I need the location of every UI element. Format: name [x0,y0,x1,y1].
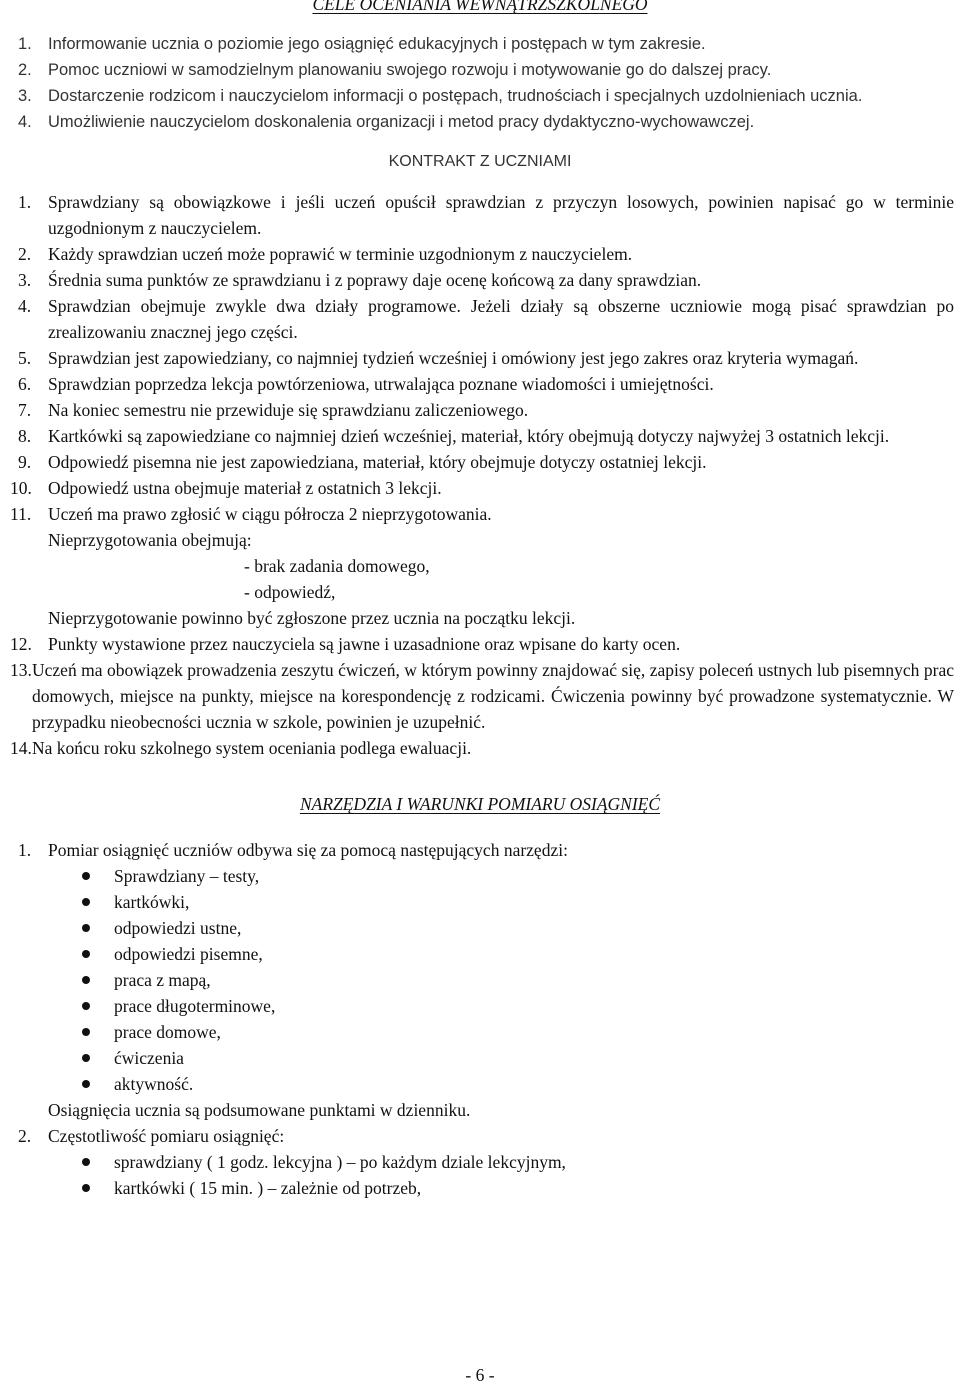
item-text: Dostarczenie rodzicom i nauczycielom informacji o postępach, trudnościach i specjalnych uzdolnieniach ucznia. [48,87,863,105]
item-number: 4. [18,113,32,131]
list-item [0,293,960,345]
bullet-item [0,941,960,967]
list-item [0,423,960,449]
tools-list [0,863,960,1097]
item-number: 2. [18,61,32,79]
item-text: Pomiar osiągnięć uczniów odbywa się za pomocą następujących narzędzi: [48,840,568,860]
item-number: 14. [10,738,32,758]
item-text: Punkty wystawione przez nauczyciela są jawne i uzasadnione oraz wpisane do karty ocen. [48,634,681,654]
bullet-icon [82,950,90,958]
item-text: Każdy sprawdzian uczeń może poprawić w terminie uzgodnionym z nauczycielem. [48,244,633,264]
list-item [0,631,960,657]
bullet-item [0,1071,960,1097]
list-item [0,1123,960,1149]
bullet-icon [82,1028,90,1036]
item-text: Sprawdzian obejmuje zwykle dwa działy programowe. Jeżeli działy są obszerne uczniowie mogą pisać sprawdzian po zrealizowaniu znacznej jego części. [48,296,954,342]
bullet-icon [82,898,90,906]
unprepared-note: Nieprzygotowanie powinno być zgłoszone przez ucznia na początku lekcji. [48,608,576,628]
item-number: 8. [18,426,32,446]
item-number: 12. [10,634,32,654]
unprepared-intro: Nieprzygotowania obejmują: [48,530,252,550]
list-item [0,397,960,423]
item-text: Uczeń ma prawo zgłosić w ciągu półrocza 2 nieprzygotowania. [48,504,492,524]
bullet-item [0,967,960,993]
unprepared-item: - brak zadania domowego, [244,556,430,576]
item-text: Sprawdziany są obowiązkowe i jeśli uczeń opuścił sprawdzian z przyczyn losowych, powinien napisać go w terminie uzgodnionym z nauczycielem. [48,192,954,238]
item-text: Na końcu roku szkolnego system oceniania podlega ewaluacji. [32,738,472,758]
item-text: Informowanie ucznia o poziomie jego osiągnięć edukacyjnych i postępach w tym zakresie. [48,35,706,53]
bullet-icon [82,976,90,984]
bullet-text: praca z mapą, [114,970,211,990]
section-title-tools: NARZĘDZIA I WARUNKI POMIARU OSIĄGNIĘĆ [299,794,661,814]
item-number: 11. [10,504,32,524]
item-number: 2. [18,1126,32,1146]
bullet-text: sprawdziany ( 1 godz. lekcyjna ) – po każdym dziale lekcyjnym, [114,1152,566,1172]
bullet-item [0,1045,960,1071]
item-number: 3. [18,87,32,105]
goals-list [0,31,960,135]
item-text: Sprawdzian poprzedza lekcja powtórzeniowa, utrwalająca poznane wiadomości i umiejętności. [48,374,714,394]
bullet-text: prace domowe, [114,1022,221,1042]
item-number: 10. [10,478,32,498]
list-item [0,371,960,397]
bullet-text: ćwiczenia [114,1048,184,1068]
bullet-text: prace długoterminowe, [114,996,276,1016]
bullet-icon [82,1158,90,1166]
item-text: Kartkówki są zapowiedziane co najmniej dzień wcześniej, materiał, który obejmują dotyczy najwyżej 3 ostatnich lekcji. [48,426,890,446]
item-text: Uczeń ma obowiązek prowadzenia zeszytu ćwiczeń, w którym powinny znajdować się, zapisy poleceń ustnych lub pisemnych prac domowych, miejsce na punkty, miejsce na korespondencję z rodzicami. Ćwiczenia powinny być prowadzone systematycznie. W przypadku nieobecności ucznia w szkole, powinien je uzupełnić. [32,660,954,732]
bullet-text: odpowiedzi ustne, [114,918,242,938]
bullet-item [0,915,960,941]
item-number: 1. [18,840,32,860]
bullet-text: aktywność. [114,1074,194,1094]
list-item [0,657,960,735]
list-item [0,501,960,527]
list-item [0,837,960,863]
bullet-icon [82,924,90,932]
item-number: 13. [10,660,32,680]
contract-list [0,189,960,761]
bullet-text: odpowiedzi pisemne, [114,944,263,964]
unprepared-item: - odpowiedź, [244,582,336,602]
item-text: Odpowiedź pisemna nie jest zapowiedziana, materiał, który obejmuje dotyczy ostatniej lekcji. [48,452,707,472]
frequency-list [0,1149,960,1201]
section-title-contract: KONTRAKT Z UCZNIAMI [388,153,572,170]
item-text: Średnia suma punktów ze sprawdzianu i z poprawy daje ocenę końcową za dany sprawdzian. [48,270,702,290]
bullet-icon [82,1002,90,1010]
bullet-icon [82,1080,90,1088]
item-number: 5. [18,348,32,368]
item-number: 1. [18,35,32,53]
list-item [0,109,960,135]
item-text: Na koniec semestru nie przewiduje się sprawdzianu zaliczeniowego. [48,400,529,420]
item-number: 9. [18,452,32,472]
bullet-text: kartkówki, [114,892,190,912]
item-text: Sprawdzian jest zapowiedziany, co najmniej tydzień wcześniej i omówiony jest jego zakres oraz kryteria wymagań. [48,348,859,368]
list-item [0,449,960,475]
item-text: Umożliwienie nauczycielom doskonalenia organizacji i metod pracy dydaktyczno-wychowawczej. [48,113,755,131]
bullet-item [0,863,960,889]
list-item [0,83,960,109]
section-title-goals: CELE OCENIANIA WEWNĄTRZSZKOLNEGO [312,0,648,14]
bullet-icon [82,1054,90,1062]
list-item [0,345,960,371]
bullet-text: Sprawdziany – testy, [114,866,260,886]
bullet-icon [82,872,90,880]
item-number: 4. [18,296,32,316]
tools-summary: Osiągnięcia ucznia są podsumowane punktami w dzienniku. [48,1100,471,1120]
item-text: Częstotliwość pomiaru osiągnięć: [48,1126,285,1146]
bullet-item [0,1149,960,1175]
bullet-item [0,993,960,1019]
bullet-text: kartkówki ( 15 min. ) – zależnie od potrzeb, [114,1178,422,1198]
list-item [0,267,960,293]
list-item [0,31,960,57]
item-text: Odpowiedź ustna obejmuje materiał z ostatnich 3 lekcji. [48,478,442,498]
item-text: Pomoc uczniowi w samodzielnym planowaniu swojego rozwoju i motywowanie go do dalszej pracy. [48,61,772,79]
list-item [0,189,960,241]
bullet-icon [82,1184,90,1192]
list-item [0,735,960,761]
item-number: 2. [18,244,32,264]
item-number: 1. [18,192,32,212]
item-number: 3. [18,270,32,290]
page-number: - 6 - [465,1365,495,1385]
bullet-item [0,1175,960,1201]
bullet-item [0,1019,960,1045]
item-number: 6. [18,374,32,394]
item-number: 7. [18,400,32,420]
list-item [0,475,960,501]
list-item [0,57,960,83]
bullet-item [0,889,960,915]
list-item [0,241,960,267]
